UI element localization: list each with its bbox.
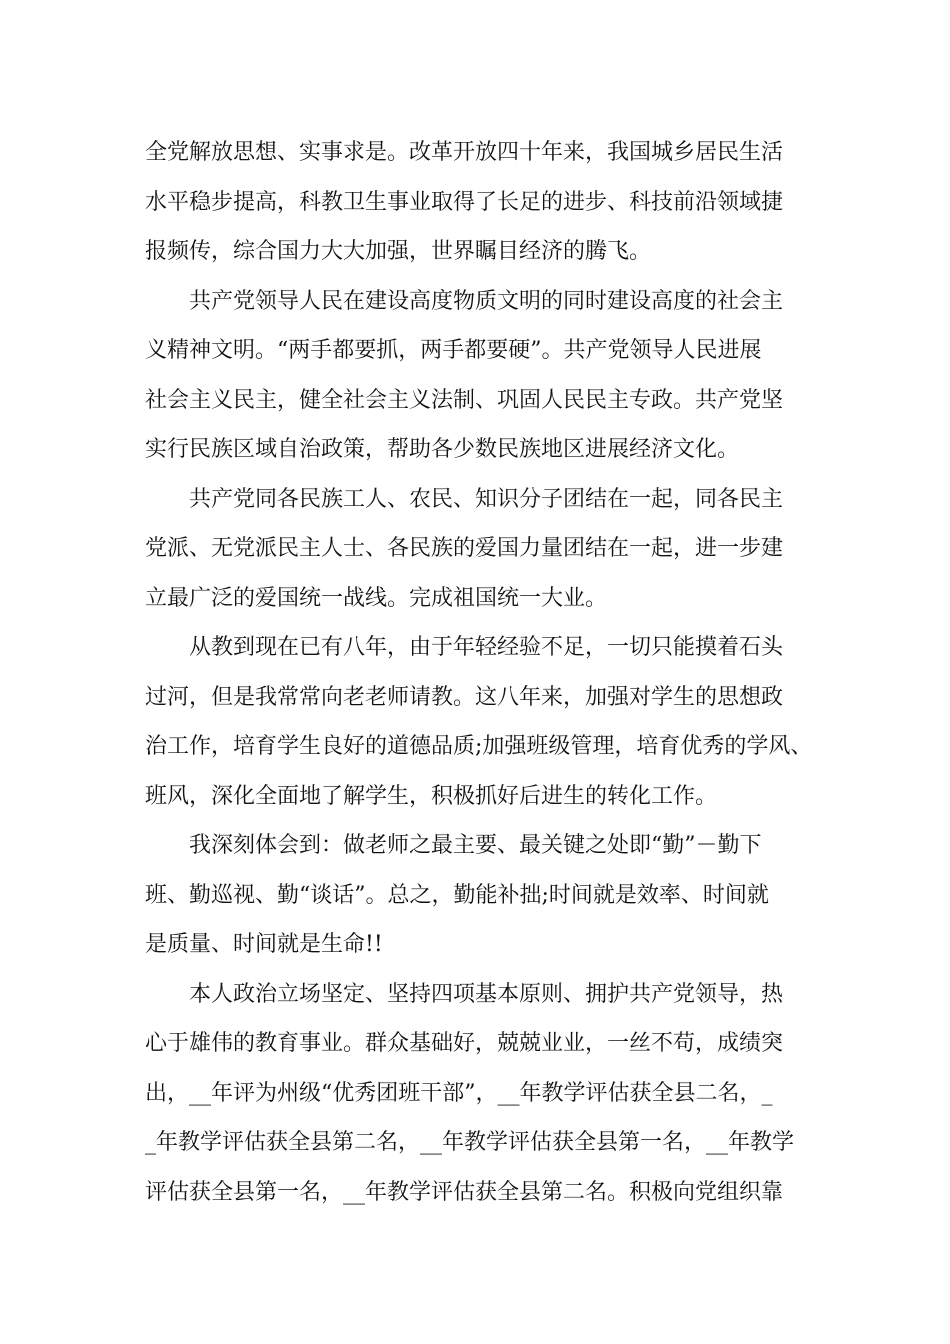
- text-line: 出，__年评为州级“优秀团班干部”，__年教学评估获全县二名，_: [145, 1080, 773, 1106]
- text-line: 立最广泛的爱国统一战线。完成祖国统一大业。: [145, 585, 608, 611]
- document-body: [145, 128, 825, 1217]
- paragraph-6: [145, 970, 825, 1218]
- paragraph-1: [145, 128, 825, 277]
- text-line: 评估获全县第一名，__年教学评估获全县第二名。积极向党组织靠: [145, 1179, 784, 1205]
- text-line: 社会主义民主，健全社会主义法制、巩固人民民主专政。共产党坚: [145, 387, 784, 413]
- paragraph-2: [145, 277, 825, 475]
- text-line: 治工作，培育学生良好的道德品质;加强班级管理，培育优秀的学风、: [145, 734, 813, 759]
- text-line: _年教学评估获全县第二名，__年教学评估获全县第一名，__年教学: [145, 1130, 795, 1155]
- text-line: 班、勤巡视、勤“谈话”。总之，勤能补拙;时间就是效率、时间就: [145, 882, 769, 908]
- text-line: 班风，深化全面地了解学生，积极抓好后进生的转化工作。: [145, 783, 718, 809]
- paragraph-3: [145, 475, 825, 624]
- text-line: 实行民族区域自治政策，帮助各少数民族地区进展经济文化。: [145, 437, 740, 462]
- text-line: 从教到现在已有八年，由于年轻经验不足，一切只能摸着石头: [189, 635, 784, 660]
- text-line: 是质量、时间就是生命!!: [145, 932, 383, 957]
- text-line: 共产党领导人民在建设高度物质文明的同时建设高度的社会主: [189, 288, 784, 314]
- text-line: 本人政治立场坚定、坚持四项基本原则、拥护共产党领导，热: [189, 981, 784, 1007]
- text-line: 全党解放思想、实事求是。改革开放四十年来，我国城乡居民生活: [145, 140, 784, 165]
- paragraph-5: [145, 821, 825, 970]
- text-line: 党派、无党派民主人士、各民族的爱国力量团结在一起，进一步建: [145, 536, 784, 561]
- paragraph-4: [145, 623, 825, 821]
- text-line: 过河，但是我常常向老老师请教。这八年来，加强对学生的思想政: [145, 684, 784, 710]
- text-line: 义精神文明。“两手都要抓，两手都要硬”。共产党领导人民进展: [145, 338, 762, 363]
- text-line: 报频传，综合国力大大加强，世界瞩目经济的腾飞。: [145, 239, 652, 264]
- text-line: 水平稳步提高，科教卫生事业取得了长足的进步、科技前沿领域捷: [145, 189, 784, 215]
- text-line: 心于雄伟的教育事业。群众基础好，兢兢业业，一丝不苟，成绩突: [145, 1031, 784, 1056]
- text-line: 我深刻体会到：做老师之最主要、最关键之处即“勤”－勤下: [189, 833, 762, 858]
- text-line: 共产党同各民族工人、农民、知识分子团结在一起，同各民主: [189, 486, 784, 512]
